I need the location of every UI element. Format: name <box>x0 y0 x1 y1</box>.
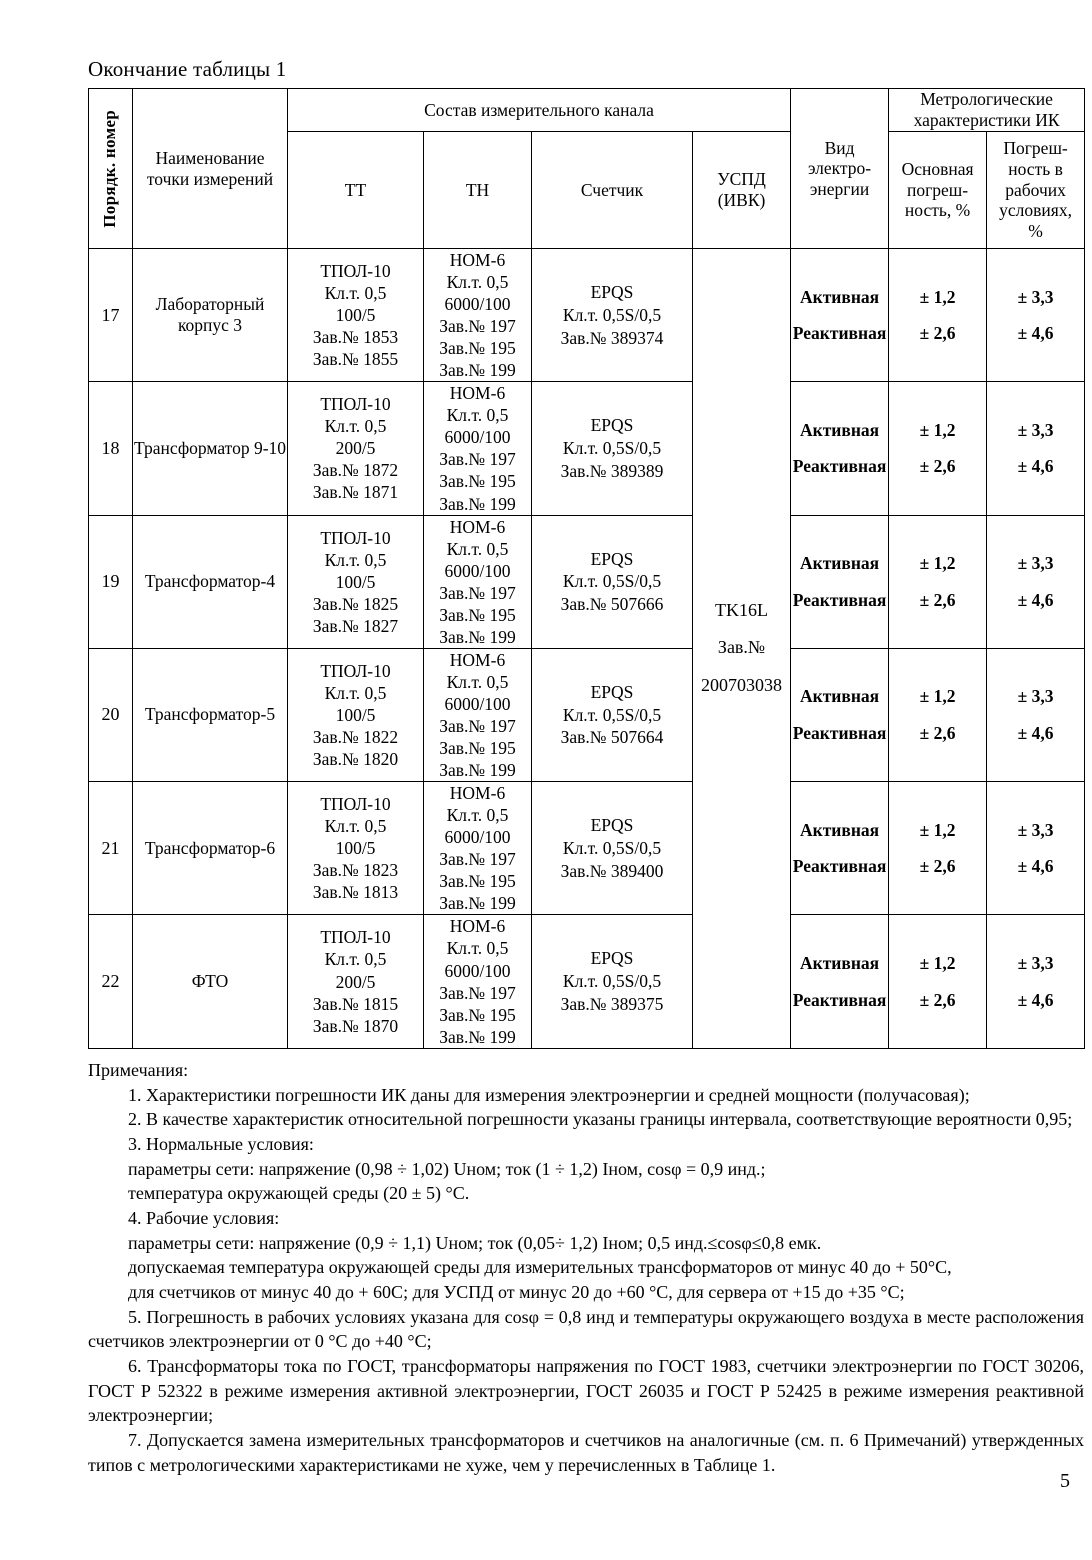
basic-error-split <box>889 249 986 381</box>
notes-block <box>88 1058 1084 1477</box>
cell-tn-line: Зав.№ 195 <box>439 338 516 359</box>
cell-tt-line: ТПОЛ-10 <box>320 527 391 548</box>
cell-tn <box>424 515 532 648</box>
cell-tn-line: Кл.т. 0,5 <box>446 805 509 826</box>
cell-tt-line: Кл.т. 0,5 <box>324 682 387 703</box>
working-error-active: ± 3,3 <box>1017 419 1054 440</box>
note-item-3-line-1: параметры сети: напряжение (0,98 ÷ 1,02) Uном; ток (1 ÷ 1,2) Iном, cosφ = 0,9 инд.; <box>128 1158 766 1179</box>
working-error-reactive: ± 4,6 <box>1017 856 1054 877</box>
cell-meter-line: EPQS <box>590 548 634 569</box>
page-number: 5 <box>1060 1470 1070 1492</box>
working-error-split <box>987 915 1084 1047</box>
note-item-3: 3. Нормальные условия: <box>128 1133 314 1154</box>
working-error-reactive: ± 4,6 <box>1017 456 1054 477</box>
energy-kind-active: Активная <box>799 819 880 840</box>
cell-tn-line: Зав.№ 199 <box>439 360 516 381</box>
cell-tn-line: Зав.№ 197 <box>439 582 516 603</box>
cell-tt <box>288 382 424 515</box>
header-metrological-group <box>889 89 1085 132</box>
notes-title: Примечания: <box>88 1060 189 1080</box>
cell-tt-line: Кл.т. 0,5 <box>324 416 387 437</box>
cell-energy-kind <box>791 915 889 1048</box>
cell-tn-line: 6000/100 <box>444 693 511 714</box>
energy-kind-reactive: Реактивная <box>792 456 887 477</box>
header-measuring-point: Наименование точки измерений <box>133 89 288 249</box>
cell-tt-line: Кл.т. 0,5 <box>324 949 387 970</box>
cell-tn-line: 6000/100 <box>444 827 511 848</box>
energy-kind-split <box>791 649 888 781</box>
cell-order-number: 19 <box>89 515 133 648</box>
cell-basic-error <box>889 249 987 382</box>
cell-working-error <box>987 249 1085 382</box>
header-uspd-l1: УСПД <box>717 169 766 190</box>
cell-tn-line: Зав.№ 199 <box>439 1026 516 1047</box>
cell-tt-line: Зав.№ 1823 <box>312 860 399 881</box>
cell-tn-line: 6000/100 <box>444 294 511 315</box>
energy-kind-active: Активная <box>799 952 880 973</box>
cell-meter-line: Кл.т. 0,5S/0,5 <box>562 837 662 858</box>
header-energy-kind-l3: энергии <box>809 178 870 199</box>
energy-kind-active: Активная <box>799 286 880 307</box>
cell-tn-line: Кл.т. 0,5 <box>446 538 509 559</box>
energy-kind-split <box>791 782 888 914</box>
header-basic-error <box>889 132 987 249</box>
cell-tn-line: Кл.т. 0,5 <box>446 405 509 426</box>
header-tt: ТТ <box>288 132 424 249</box>
basic-error-reactive: ± 2,6 <box>919 722 956 743</box>
basic-error-split <box>889 516 986 648</box>
cell-tn-line: НОМ-6 <box>449 250 506 270</box>
cell-tt-line: Зав.№ 1822 <box>312 727 399 747</box>
working-error-reactive: ± 4,6 <box>1017 589 1054 610</box>
cell-tt-line: ТПОЛ-10 <box>320 261 391 282</box>
cell-meter-line: Зав.№ 389374 <box>560 327 664 348</box>
cell-tn-line: Зав.№ 197 <box>439 316 516 337</box>
cell-working-error <box>987 648 1085 781</box>
cell-meter-line: Зав.№ 389389 <box>560 460 664 481</box>
cell-tn-line: Зав.№ 195 <box>439 604 516 625</box>
table-row <box>89 249 1085 382</box>
cell-order-number: 18 <box>89 382 133 515</box>
energy-kind-active: Активная <box>799 553 880 574</box>
cell-tt <box>288 515 424 648</box>
cell-tn-line: Зав.№ 197 <box>439 849 516 870</box>
table-row <box>89 648 1085 781</box>
cell-tn-line: 6000/100 <box>444 960 511 981</box>
cell-tt-line: ТПОЛ-10 <box>320 794 391 815</box>
cell-meter-line: Зав.№ 389375 <box>560 993 664 1014</box>
cell-tn-line: НОМ-6 <box>449 649 506 670</box>
header-meter: Счетчик <box>532 132 693 249</box>
cell-tt-line: Зав.№ 1853 <box>312 327 399 348</box>
table-row <box>89 782 1085 915</box>
cell-tn-line: НОМ-6 <box>449 916 506 937</box>
cell-tt <box>288 782 424 915</box>
cell-basic-error <box>889 915 987 1048</box>
cell-tn-line: Зав.№ 197 <box>439 715 516 736</box>
note-item-5: 5. Погрешность в рабочих условиях указана для cosφ = 0,8 инд и температуры окружающего воздуха в месте расположения счетчиков электроэнергии от 0 °С до +40 °С; <box>88 1306 1084 1352</box>
working-error-split <box>987 382 1084 514</box>
working-error-active: ± 3,3 <box>1017 286 1054 307</box>
working-error-split <box>987 516 1084 648</box>
basic-error-split <box>889 382 986 514</box>
header-basic-error-l3: ность, % <box>904 200 971 221</box>
cell-meter-line: EPQS <box>590 948 634 969</box>
working-error-active: ± 3,3 <box>1017 686 1054 707</box>
cell-tn-line: Кл.т. 0,5 <box>446 671 509 692</box>
working-error-split <box>987 649 1084 781</box>
cell-energy-kind <box>791 782 889 915</box>
header-row-1 <box>89 89 1085 132</box>
cell-tt-line: 200/5 <box>335 971 376 992</box>
basic-error-reactive: ± 2,6 <box>919 989 956 1010</box>
working-error-reactive: ± 4,6 <box>1017 989 1054 1010</box>
cell-tn-line: Зав.№ 197 <box>439 449 516 470</box>
cell-measuring-point: ФТО <box>133 915 288 1048</box>
cell-tn <box>424 249 532 382</box>
header-metrological-group-l2: характеристики ИК <box>913 110 1060 130</box>
header-working-error-l2: ность в <box>1008 159 1063 180</box>
cell-tt-line: Зав.№ 1825 <box>312 593 399 614</box>
cell-tt-line: Зав.№ 1820 <box>312 749 399 770</box>
basic-error-split <box>889 649 986 781</box>
cell-meter-line: Зав.№ 507666 <box>560 594 664 615</box>
header-working-error <box>987 132 1085 249</box>
cell-meter-line: Кл.т. 0,5S/0,5 <box>562 704 662 725</box>
cell-tn-line: Зав.№ 197 <box>439 982 516 1003</box>
cell-energy-kind <box>791 648 889 781</box>
cell-tt-line: Зав.№ 1815 <box>312 993 399 1014</box>
cell-tn-line: 6000/100 <box>444 560 511 581</box>
basic-error-active: ± 1,2 <box>919 952 956 973</box>
note-item-3-line-2: температура окружающей среды (20 ± 5) °С. <box>128 1183 470 1204</box>
cell-measuring-point: Трансформатор-5 <box>133 648 288 781</box>
order-number-vertical-wrap <box>89 90 132 248</box>
cell-tn <box>424 382 532 515</box>
cell-uspd <box>693 249 791 1049</box>
table-row <box>89 382 1085 515</box>
cell-tn-line: Зав.№ 199 <box>439 760 516 781</box>
note-item-1: 1. Характеристики погрешности ИК даны для измерения электроэнергии и средней мощности (получасовая); <box>128 1084 970 1105</box>
note-item-4-line-3: для счетчиков от минус 40 до + 60С; для УСПД от минус 20 до +60 °С, для сервера от +15 до +35 °С; <box>128 1281 905 1302</box>
energy-kind-split <box>791 516 888 648</box>
cell-working-error <box>987 782 1085 915</box>
cell-meter-line: Зав.№ 389400 <box>560 860 664 881</box>
cell-tn-line: 6000/100 <box>444 427 511 448</box>
cell-tn-line: Зав.№ 199 <box>439 893 516 914</box>
cell-tn-line: НОМ-6 <box>449 516 506 537</box>
basic-error-active: ± 1,2 <box>919 419 956 440</box>
working-error-split <box>987 249 1084 381</box>
header-working-error-l5: % <box>1028 220 1043 241</box>
cell-energy-kind <box>791 515 889 648</box>
basic-error-split <box>889 915 986 1047</box>
cell-basic-error <box>889 515 987 648</box>
cell-tt-line: 100/5 <box>335 305 376 326</box>
cell-tt-line: Кл.т. 0,5 <box>324 549 387 570</box>
cell-tt-line: 100/5 <box>335 571 376 592</box>
working-error-active: ± 3,3 <box>1017 819 1054 840</box>
working-error-reactive: ± 4,6 <box>1017 323 1054 344</box>
cell-tt-line: Зав.№ 1870 <box>312 1015 399 1036</box>
cell-uspd-line: TK16L <box>715 599 769 620</box>
cell-tt-line: ТПОЛ-10 <box>320 927 391 948</box>
cell-meter-line: Зав.№ 507664 <box>560 727 664 748</box>
note-item-7: 7. Допускается замена измерительных трансформаторов и счетчиков на аналогичные (см. п. 6 Примечаний) утвержденных типов с метрологическими характеристиками не хуже, чем у перечисленных в Таблице 1. <box>88 1429 1084 1475</box>
cell-tt-line: 100/5 <box>335 838 376 859</box>
cell-meter <box>532 515 693 648</box>
header-basic-error-l2: погреш- <box>906 179 969 200</box>
cell-meter-line: EPQS <box>590 681 634 702</box>
header-working-error-l3: рабочих <box>1005 179 1066 200</box>
cell-tt-line: Зав.№ 1827 <box>312 615 399 636</box>
basic-error-reactive: ± 2,6 <box>919 456 956 477</box>
table-row <box>89 915 1085 1048</box>
energy-kind-split <box>791 382 888 514</box>
cell-tn-line: Зав.№ 195 <box>439 871 516 892</box>
cell-tn <box>424 782 532 915</box>
cell-tt-line: ТПОЛ-10 <box>320 660 391 681</box>
basic-error-active: ± 1,2 <box>919 553 956 574</box>
basic-error-reactive: ± 2,6 <box>919 856 956 877</box>
cell-meter-line: Кл.т. 0,5S/0,5 <box>562 438 662 459</box>
cell-tt <box>288 249 424 382</box>
measurement-channels-table <box>88 88 1085 1049</box>
basic-error-reactive: ± 2,6 <box>919 589 956 610</box>
cell-meter <box>532 915 693 1048</box>
cell-basic-error <box>889 782 987 915</box>
header-energy-kind <box>791 89 889 249</box>
note-item-4-line-1: параметры сети: напряжение (0,9 ÷ 1,1) Uном; ток (0,05÷ 1,2) Iном; 0,5 инд.≤cosφ≤0,8 емк. <box>128 1232 822 1253</box>
cell-tn <box>424 915 532 1048</box>
working-error-active: ± 3,3 <box>1017 553 1054 574</box>
cell-basic-error <box>889 648 987 781</box>
header-working-error-l1: Погреш- <box>1003 138 1068 159</box>
cell-tn-line: Зав.№ 195 <box>439 738 516 759</box>
cell-working-error <box>987 515 1085 648</box>
header-channel-composition: Состав измерительного канала <box>288 89 791 132</box>
cell-tn-line: Зав.№ 195 <box>439 471 516 492</box>
table-caption: Окончание таблицы 1 <box>88 57 287 81</box>
cell-meter-line: Кл.т. 0,5S/0,5 <box>562 304 662 325</box>
cell-tn <box>424 648 532 781</box>
cell-meter-line: EPQS <box>590 415 634 436</box>
table-header <box>89 89 1085 249</box>
header-basic-error-l1: Основная <box>901 159 974 180</box>
cell-meter <box>532 249 693 382</box>
cell-meter <box>532 648 693 781</box>
energy-kind-active: Активная <box>799 686 880 707</box>
cell-energy-kind <box>791 382 889 515</box>
cell-order-number: 20 <box>89 648 133 781</box>
energy-kind-reactive: Реактивная <box>792 589 887 610</box>
cell-tt-line: Зав.№ 1855 <box>312 349 399 370</box>
cell-meter-line: EPQS <box>590 282 634 303</box>
cell-tt <box>288 915 424 1048</box>
cell-measuring-point: Трансформатор 9-10 <box>133 382 288 515</box>
cell-tt-line: ТПОЛ-10 <box>320 394 391 415</box>
basic-error-active: ± 1,2 <box>919 286 956 307</box>
cell-meter-line: Кл.т. 0,5S/0,5 <box>562 971 662 992</box>
note-item-4-line-2: допускаемая температура окружающей среды для измерительных трансформаторов от минус 40 до + 50°С, <box>128 1257 952 1278</box>
cell-tt-line: Кл.т. 0,5 <box>324 283 387 304</box>
header-order-number-label: Порядк. номер <box>100 109 120 228</box>
header-uspd-l2: (ИВК) <box>717 190 766 210</box>
cell-order-number: 21 <box>89 782 133 915</box>
cell-measuring-point: Трансформатор-6 <box>133 782 288 915</box>
cell-tt <box>288 648 424 781</box>
header-tn: ТН <box>424 132 532 249</box>
cell-measuring-point: Трансформатор-4 <box>133 515 288 648</box>
cell-tt-line: Зав.№ 1871 <box>312 482 399 503</box>
cell-energy-kind <box>791 249 889 382</box>
table-body <box>89 249 1085 1049</box>
basic-error-active: ± 1,2 <box>919 686 956 707</box>
note-item-4: 4. Рабочие условия: <box>128 1207 280 1228</box>
cell-basic-error <box>889 382 987 515</box>
energy-kind-reactive: Реактивная <box>792 856 887 877</box>
cell-tt-line: 200/5 <box>335 438 376 459</box>
energy-kind-split <box>791 915 888 1047</box>
cell-tn-line: НОМ-6 <box>449 383 506 404</box>
header-order-number <box>89 89 133 249</box>
header-working-error-l4: условиях, <box>999 200 1072 221</box>
cell-tn-line: Кл.т. 0,5 <box>446 938 509 959</box>
cell-tt-line: 100/5 <box>335 704 376 725</box>
basic-error-active: ± 1,2 <box>919 819 956 840</box>
energy-kind-active: Активная <box>799 419 880 440</box>
note-item-2: 2. В качестве характеристик относительной погрешности указаны границы интервала, соответствующие вероятности 0,95; <box>128 1109 1073 1130</box>
cell-tn-line: Зав.№ 199 <box>439 626 516 647</box>
cell-tn-line: Зав.№ 195 <box>439 1004 516 1025</box>
cell-uspd-line: 200703038 <box>701 675 783 696</box>
working-error-active: ± 3,3 <box>1017 952 1054 973</box>
cell-uspd-line: Зав.№ <box>717 637 766 658</box>
energy-kind-reactive: Реактивная <box>792 323 887 344</box>
basic-error-split <box>889 782 986 914</box>
cell-meter <box>532 782 693 915</box>
cell-tn-line: Кл.т. 0,5 <box>446 272 509 293</box>
basic-error-reactive: ± 2,6 <box>919 323 956 344</box>
working-error-split <box>987 782 1084 914</box>
cell-meter-line: EPQS <box>590 815 634 836</box>
energy-kind-reactive: Реактивная <box>792 722 887 743</box>
header-uspd <box>693 132 791 249</box>
cell-order-number: 17 <box>89 249 133 382</box>
cell-working-error <box>987 915 1085 1048</box>
table-row <box>89 515 1085 648</box>
header-metrological-group-l1: Метрологические <box>920 89 1053 110</box>
cell-tn-line: Зав.№ 199 <box>439 493 516 514</box>
cell-order-number: 22 <box>89 915 133 1048</box>
note-item-6: 6. Трансформаторы тока по ГОСТ, трансформаторы напряжения по ГОСТ 1983, счетчики электроэнергии по ГОСТ 30206, ГОСТ Р 52322 в режиме измерения активной электроэнергии, ГОСТ 26035 и ГОСТ Р 52425 в режиме измерения реактивной электроэнергии; <box>88 1355 1084 1426</box>
energy-kind-reactive: Реактивная <box>792 989 887 1010</box>
cell-tn-line: НОМ-6 <box>449 783 506 804</box>
cell-tt-line: Зав.№ 1813 <box>312 882 399 903</box>
cell-working-error <box>987 382 1085 515</box>
cell-tt-line: Зав.№ 1872 <box>312 460 399 481</box>
cell-tt-line: Кл.т. 0,5 <box>324 816 387 837</box>
cell-measuring-point: Лабораторный корпус 3 <box>133 249 288 382</box>
header-energy-kind-l2: электро- <box>807 158 872 179</box>
working-error-reactive: ± 4,6 <box>1017 722 1054 743</box>
cell-meter-line: Кл.т. 0,5S/0,5 <box>562 571 662 592</box>
cell-meter <box>532 382 693 515</box>
header-energy-kind-l1: Вид <box>824 137 855 158</box>
energy-kind-split <box>791 249 888 381</box>
